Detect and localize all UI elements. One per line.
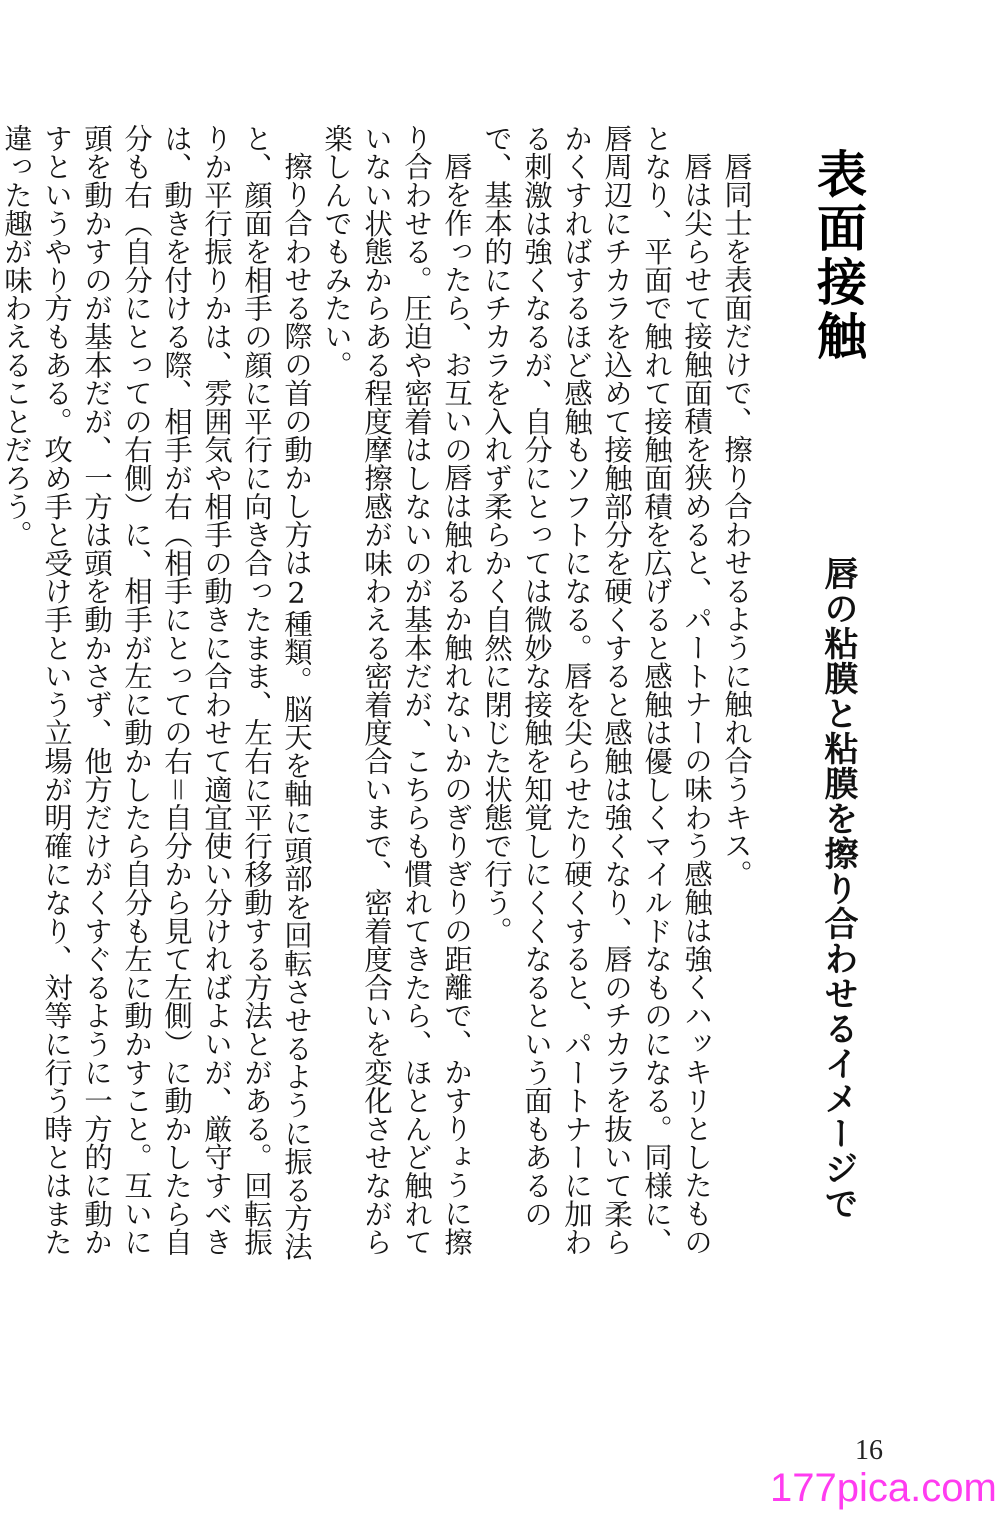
section-heading: 表面接触 [809,148,867,364]
watermark: 177pica.com [770,1466,997,1510]
paragraph-4: 擦り合わせる際の首の動かし方は2種類。脳天を軸に頭部を回転させるように振る方法と、顔面を相手の顔に平行に向き合ったまま、左右に平行移動する方法とがある。回転振りか平行振りかは、雰囲気や相手の動きに合わせて適宜使い分ければよいが、厳守すべきは、動きを付ける際、相手が右（相手にとっての右＝自分から見て左側）に動かしたら自分も右（自分にとっての右側）に、相手が左に動かしたら自分も左に動かすこと。互いに頭を動かすのが基本だが、一方は頭を動かさず、他方だけがくすぐるように一方的に動かすというやり方もある。攻め手と受け手という立場が明確になり、対等に行う時とはまた違った趣が味わえることだろう。 [0,124,313,1261]
body-text [0,124,756,1274]
paragraph-1: 唇同士を表面だけで、擦り合わせるように触れ合うキス。 [720,152,753,889]
section-subtitle: 唇の粘膜と粘膜を擦り合わせるイメージで [818,556,858,1221]
paragraph-3: 唇を作ったら、お互いの唇は触れるか触れないかのぎりぎりの距離で、かすりょうに擦り合わせる。圧迫や密着はしないのが基本だが、こちらも慣れてきたら、ほとんど触れていない状態からある程度摩擦感が味わえる密着度合いまで、密着度合いを変化させながら楽しんでもみたい。 [320,124,473,1256]
page-number: 16 [855,1435,883,1466]
paragraph-2: 唇は尖らせて接触面積を狭めると、パートナーの味わう感触は強くハッキリとしたものとなり、平面で触れて接触面積を広げると感触は優しくマイルドなものになる。同様に、唇周辺にチカラを込めて接触部分を硬くすると感触は強くなり、唇のチカラを抜いて柔らかくすればするほど感触もソフトになる。唇を尖らせたり硬くすると、パートナーに加わる刺激は強くなるが、自分にとっては微妙な接触を知覚しにくくなるという面もあるので、基本的にチカラを入れず柔らかく自然に閉じた状態で行う。 [480,124,713,1256]
